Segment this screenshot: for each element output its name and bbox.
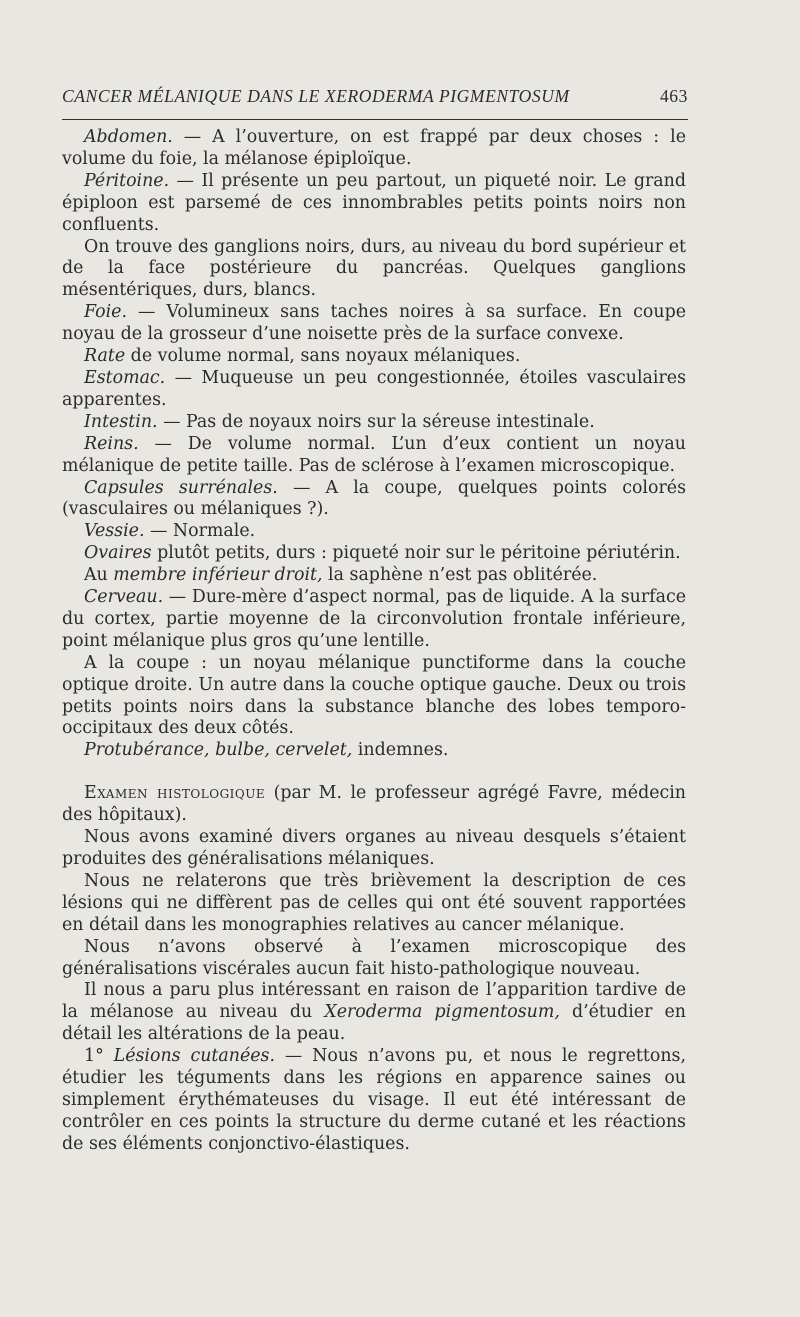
header-rule [62,119,688,120]
paragraph-text: de volume normal, sans noyaux mélaniques. [125,346,521,367]
paragraph-lead: Xeroderma pigmentosum, [324,1002,560,1023]
paragraph-text: d’étudier en détail les altérations de la peau. [62,1002,686,1045]
paragraph [62,368,686,412]
paragraph-text: Nous ne relaterons que très brièvement la description de ces lésions qui ne diffèrent pas de celles qui ont été souvent rapportées en détail dans les monographies relatives au cancer mélanique. [62,870,686,935]
paragraph-lead: Reins. [84,433,139,454]
paragraph-prefix: Il nous a paru plus intéressant en raison de l’apparition tardive de la mélanose au niveau du [62,980,686,1023]
paragraph-lead: Capsules surrénales. [84,477,278,498]
paragraph-lead: Vessie. [84,521,145,542]
paragraph-lead: Cerveau. [84,587,164,608]
paragraph [62,412,686,434]
paragraph-text: Nous n’avons observé à l’examen microscopique des généralisations viscérales aucun fait histo-pathologique nouveau. [62,936,686,979]
paragraph-text: Nous avons examiné divers organes au niveau desquels s’étaient produites des généralisations mélaniques. [62,827,686,869]
paragraph-text: — A la coupe, quelques points colorés (vasculaires ou mélaniques ?). [62,477,686,520]
paragraph-lead: Abdomen. [84,127,173,147]
paragraph-lead: membre inférieur droit, [113,565,323,586]
paragraph-text: A la coupe : un noyau mélanique punctiforme dans la couche optique droite. Un autre dans la couche optique gauche. Deux ou trois petits points noirs dans la substance blanche des lobes temporo-occipitaux des deux côtés. [62,652,686,739]
paragraph [62,980,686,1046]
paragraph [62,302,686,346]
paragraph-lead: Intestin. [84,411,158,432]
paragraph-text: — Nous n’avons pu, et nous le regrettons, étudier les téguments dans les régions en apparence saines ou simplement érythémateuses du visage. Il eut été intéressant de contrôler en ces points la structure du derme cutané et les réactions de ses éléments conjonctivo-élastiques. [62,1046,686,1154]
paragraph-text: — Il présente un peu partout, un piqueté noir. Le grand épiploon est parsemé de ces innombrables petits points noirs non confluents. [62,170,686,235]
paragraph [62,565,686,587]
paragraph-text: — A l’ouverture, on est frappé par deux choses : le volume du foie, la mélanose épiploïque. [62,127,686,169]
paragraph [62,171,686,237]
paragraph-text: — Muqueuse un peu congestionnée, étoiles vasculaires apparentes. [62,367,686,410]
paragraph-lead: Protubérance, bulbe, cervelet, [84,740,353,761]
paragraph [62,827,686,871]
paragraph [62,543,686,565]
paragraph-text: (par M. le professeur agrégé Favre, médecin des hôpitaux). [62,783,686,826]
paragraph [62,478,686,522]
paragraph-lead: Ovaires [84,543,152,564]
paragraph-lead: Rate [84,346,126,367]
paragraph-text: la saphène n’est pas oblitérée. [322,565,598,586]
paragraph [62,434,686,478]
paragraph [62,127,686,171]
paragraph [62,653,686,741]
paragraph-text: — Volumineux sans taches noires à sa surface. En coupe noyau de la grosseur d’une noisette près de la surface convexe. [62,302,686,345]
paragraph-text: — Normale. [144,521,256,542]
paragraph [62,783,686,827]
paragraph-prefix: 1° [84,1046,114,1067]
paragraph-text: — Dure-mère d’aspect normal, pas de liquide. A la surface du cortex, partie moyenne de la circonvolution frontale inférieure, point mélanique plus gros qu’une lentille. [62,587,686,651]
paragraph-lead: Péritoine. [84,170,170,191]
paragraph [62,937,686,981]
paragraph-lead: Estomac. [84,367,166,388]
paragraph-text: — De volume normal. L’un d’eux contient un noyau mélanique de petite taille. Pas de sclérose à l’examen microscopique. [62,433,686,476]
running-header [62,86,688,107]
paragraph [62,346,686,368]
paragraph [62,1046,686,1156]
paragraph-text: indemnes. [352,740,449,761]
paragraph [62,521,686,543]
paragraph-text: — Pas de noyaux noirs sur la séreuse intestinale. [157,411,595,432]
section-heading: Examen histologique [84,783,266,804]
paragraph [62,740,686,762]
paragraph [62,871,686,937]
paragraph-lead: Foie. [84,302,127,323]
body-text [62,127,686,1156]
paragraph-lead: Lésions cutanées. [113,1046,275,1067]
running-title: CANCER MÉLANIQUE DANS LE XERODERMA PIGMENTOSUM [62,86,570,106]
paragraph-prefix: Au [84,565,114,586]
paragraph [62,237,686,303]
page-number: 463 [659,86,688,106]
paragraph-text: plutôt petits, durs : piqueté noir sur le péritoine périutérin. [151,543,681,564]
paragraph [62,587,686,653]
paragraph-text: On trouve des ganglions noirs, durs, au niveau du bord supérieur et de la face postérieure du pancréas. Quelques ganglions mésentériques, durs, blancs. [62,236,686,301]
